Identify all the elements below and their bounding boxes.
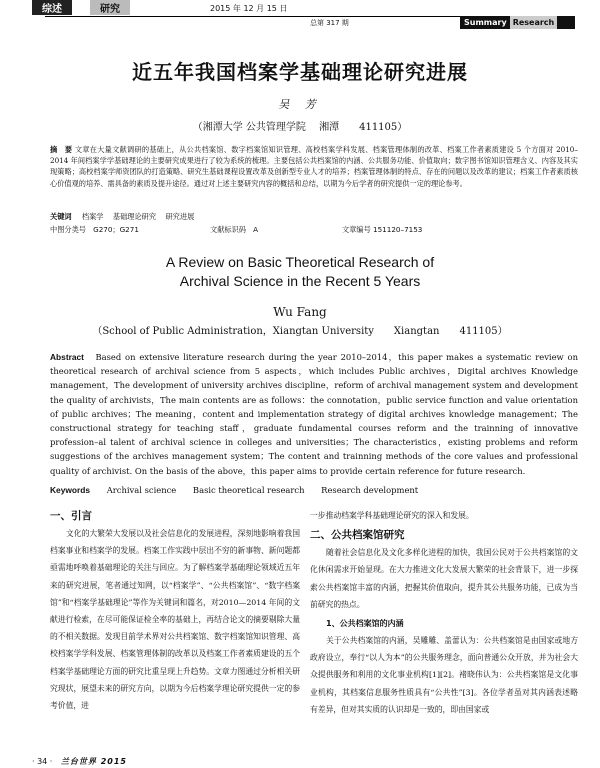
section-heading-introduction: 一、引言 xyxy=(50,510,92,522)
clc-number: 中图分类号 G270；G271 xyxy=(50,225,139,234)
abstract-cn-text: 文章在大量文献调研的基础上，从公共档案馆、数字档案馆知识管理、高校档案学科发展、档案管理体制的改革、档案工作者素质建设 5 个方面对 2010–2014 年间档案学学基础理论的主要研究成果进行了较为系统的梳理。主要包括公共档案馆的内涵、公共服务功能、价值取向；数字图书馆知识管理含义、内容及其实现策略；高校档案学师资团队的打造策略、研究生基础课程设置改革及创新型专业人才的培养；档案管理体制的特点、存在的问题以及改革的建议；档案工作者素质核心价值观的培养、需具备的素质及提升途径。通过对上述主要研究内容的概括和总结，以期为今后学者的研究提供一定的理论参考。 xyxy=(50,145,578,188)
abstract-en xyxy=(50,350,578,478)
section-tag-research: 研究 xyxy=(90,0,130,15)
journal-name: 兰台世界 2015 xyxy=(60,757,127,766)
keywords-cn xyxy=(50,212,194,222)
title-en-line2: Archival Science in the Recent 5 Years xyxy=(179,273,421,289)
public-archives-paragraph: 随着社会信息化及文化多样化进程的加快，我国公民对于公共档案馆的文化休闲需求开始显现。在大力推进文化大发展大繁荣的社会背景下，进一步探索公共档案馆丰富的内涵，把握其价值取向，提升其公共服务功能，已成为当前研究的热点。 xyxy=(310,548,578,609)
abstract-cn-label: 摘 要 xyxy=(50,145,73,154)
connotation-paragraph: 关于公共档案馆的内涵，吴雕雕、盖蕾认为：公共档案馆是由国家或地方政府设立，奉行“以人为本”的公共服务理念，面向普通公众开放，并为社会大众提供服务和利用的文化事业机构[1][2]。褚晓伟认为：公共档案馆是文化事业机构，其档案信息服务性质具有“公共性”[3]。各位学者虽对其内涵表述略有差异，但对其实质的认识却是一致的，即由国家或 xyxy=(310,636,578,714)
document-code: 文献标识码 A xyxy=(210,225,259,234)
page-number: · 34 · xyxy=(32,757,53,766)
article-title-en xyxy=(0,253,600,291)
introduction-paragraph: 文化的大繁荣大发展以及社会信息化的发展进程，深刻地影响着我国档案事业和档案学的发展。档案工作实践中层出不穷的新事物、新问题都亟需地呼唤着基础理论的关注与回应。为了解档案学基础理论领域近五年来的研究进展，笔者通过知网，以“档案学”、“公共档案馆”、“数字档案馆”和“档案学基础理论”等作为关键词和篇名，对2010—2014 年间的文献进行检索，在尽可能保证检全率的基础上，再结合论文的摘要剔除大量的不相关数据。发现目前学术界对公共档案馆、数字档案馆知识管理、高校档案学学科发展、档案管理体制的改革以及档案工作者素质建设的五个档案学基础理论方面的研究比重呈现上升趋势。文章力图通过分析相关研究现状，展望未来的研究方向，以期为今后档案学理论研究提供一定的参考价值，进 xyxy=(50,529,300,711)
subsection-heading-connotation: 1、公共档案馆的内涵 xyxy=(326,619,404,629)
author-name-cn: 吴 芳 xyxy=(278,98,322,111)
author-name-en: Wu Fang xyxy=(273,305,327,319)
keyword-en-1: Archival science xyxy=(106,485,177,495)
research-label: Research xyxy=(510,16,558,29)
section-tag-review: 综述 xyxy=(32,0,72,15)
body-column-right xyxy=(310,507,578,718)
article-title-cn: 近五年我国档案学基础理论研究进展 xyxy=(132,60,468,84)
continued-paragraph: 一步推动档案学科基础理论研究的深入和发展。 xyxy=(310,511,474,520)
affiliation-en: （School of Public Administration，Xiangtan University Xiangtan 411105） xyxy=(92,326,508,337)
abstract-en-label: Abstract xyxy=(50,352,84,362)
issue-number: 总第 317 期 xyxy=(310,19,349,27)
keywords-en-label: Keywords xyxy=(50,485,91,495)
title-en-line1: A Review on Basic Theoretical Research of xyxy=(165,254,435,270)
keywords-cn-label: 关键词 xyxy=(50,212,72,221)
keywords-en xyxy=(50,485,418,495)
article-number: 文章编号 151120–7153 xyxy=(342,225,423,234)
keyword-en-2: Basic theoretical research xyxy=(192,485,305,495)
affiliation-cn: （湘潭大学 公共管理学院 湘潭 411105） xyxy=(192,122,408,133)
keywords-cn-items: 档案学 基础理论研究 研究进展 xyxy=(81,212,195,221)
abstract-cn xyxy=(50,144,578,189)
issue-date: 2015 年 12 月 15 日 xyxy=(210,4,288,13)
section-heading-public-archives: 二、公共档案馆研究 xyxy=(310,529,405,542)
page-footer xyxy=(32,756,127,767)
body-column-left xyxy=(50,507,300,714)
abstract-en-text: Based on extensive literature research during the year 2010–2014，this paper makes a systematic review on theoretical research of archival science from 5 aspects，which includes Public archives，Digital archives Knowledge management，The development of university archives discipline，reform of archival management system and development the quality of archivists，The main contents are as follows：the connotation，public service function and value orientation of public archives；The meaning，content and implementation strategy of digital archives knowledge management；The constructional strategy for teaching staff，graduate fundamental courses reform and the trainning of innovative profession–al talent of archival science in colleges and universities；The characteristics，existing problems and reform suggestions of the archives management system；The content and trainning methods of the core values and professional quality of archivist. On the basis of the above，this paper aims to provide certain reference for future research. xyxy=(50,352,578,476)
keyword-en-3: Research development xyxy=(321,485,419,495)
summary-label: Summary xyxy=(464,18,507,27)
summary-research-badge xyxy=(460,16,575,29)
